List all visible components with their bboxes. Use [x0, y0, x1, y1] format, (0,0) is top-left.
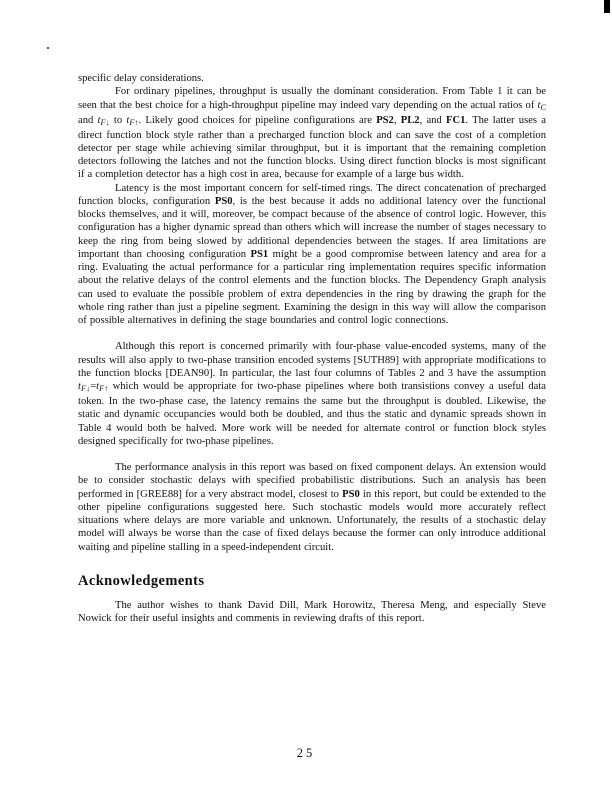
paragraph-two-phase: Although this report is concerned primarily with four-phase value-encoded systems, many of the results will also apply to two-phase transition encoded systems [SUTH89] with appropriate modifications to the function blocks [DEAN90]. In particular, the last four columns of Tables 2 and 3 have the assumption tF↓=tF↑ which would be appropriate for two-phase pipelines where both transistions convey a useful data token. In the two-phase case, the latency remains the same but the throughput is doubled. Likewise, the static and dynamic occupancies would both be doubled, and thus the static and dynamic spreads shown in Table 4 would both be halved. More work will be needed for alternate control or function block styles designed specifically for two-phase pipelines.	[78, 341, 546, 447]
acknowledgements-heading: Acknowledgements	[78, 572, 205, 589]
paragraph-ordinary-pipelines: For ordinary pipelines, throughput is usually the dominant consideration. From Table 1 it can be seen that the best choice for a high-throughput pipeline may indeed vary depending on the actual ratios of tC and tF↓ to tF↑. Likely good choices for pipeline configurations are PS2, PL2, and FC1. The latter uses a direct function block style rather than a precharged function block and can save the cost of a completion detector per stage while achieving similar throughput, but it is important that the remaining completion detectors following the latches and not the function blocks. Using direct function blocks is most significant if a completion detector has a high cost in area, because for example of a large bus width.	[78, 86, 546, 181]
paragraph-continuation: specific delay considerations.	[78, 73, 204, 84]
paragraph-latency-rings: Latency is the most important concern for self-timed rings. The direct concatenation of precharged function blocks, configuration PS0, is the best because it adds no additional latency over the functional blocks themselves, and it will, moreover, be compact because of the absence of control logic. However, this configuration has a higher dynamic spread than others which will increase the number of stages necessary to keep the ring from being slowed by additional dependencies between the stages. If area limitations are important than choosing configuration PS1 might be a good compromise between latency and area for a ring. Evaluating the actual performance for a particular ring implementation requires specific information about the relative delays of the control elements and the function blocks. The Dependency Graph analysis can used to evaluate the possible problem of extra dependencies in the ring by drawing the graph for the whole ring rather than just a pipeline segment. Examining the design in this way will allow the comparison of possible alternatives in defining the stage boundaries and control logic connections.	[78, 182, 546, 327]
scan-speck	[47, 47, 49, 49]
page-number: 25	[296, 746, 316, 760]
paragraph-stochastic-delays: The performance analysis in this report was based on fixed component delays. An extension would be to consider stochastic delays with specified probabilistic distributions. Such an analysis has been performed in [GREE88] for a very abstract model, closest to PS0 in this report, but could be extended to the other pipeline configurations suggested here. Such stochastic models would more accurately reflect situations where delays are more variable and unknown. Unfortunately, the results of a stochastic delay model will always be worse than the case of fixed delays because the former can only introduce additional waiting and pipeline stalling in a speed-independent circuit.	[78, 462, 547, 553]
paragraph-acknowledgements: The author wishes to thank David Dill, Mark Horowitz, Theresa Meng, and especially Steve Nowick for their useful insights and comments in reviewing drafts of this report.	[78, 599, 546, 625]
scan-edge-mark	[604, 0, 610, 13]
document-body	[78, 72, 546, 625]
